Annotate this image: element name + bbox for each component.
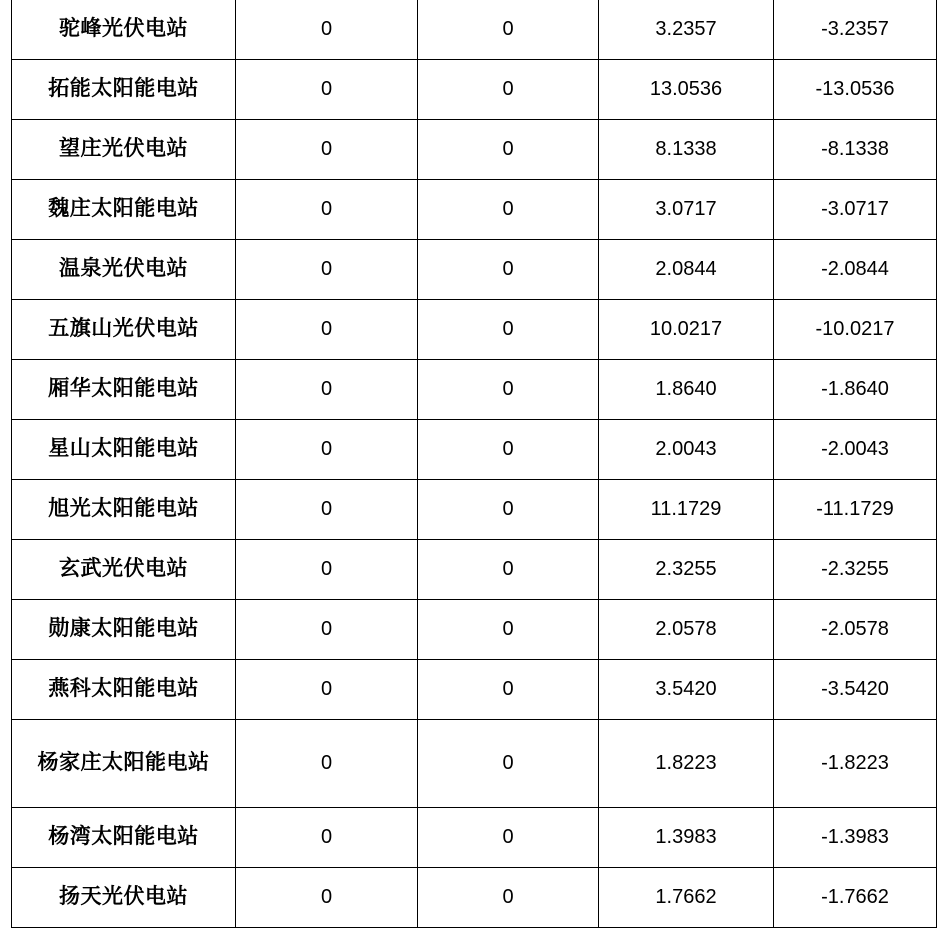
station-name-cell: 望庄光伏电站	[12, 120, 236, 180]
value3-cell: 8.1338	[599, 120, 774, 180]
value2-cell: 0	[418, 120, 599, 180]
value4-cell: -1.7662	[774, 868, 937, 928]
value3-cell: 3.2357	[599, 0, 774, 60]
table-row	[12, 180, 937, 240]
value4-cell: -2.0844	[774, 240, 937, 300]
station-name-cell: 五旗山光伏电站	[12, 300, 236, 360]
value2-cell: 0	[418, 808, 599, 868]
value1-cell: 0	[236, 0, 418, 60]
value2-cell: 0	[418, 180, 599, 240]
value3-cell: 1.7662	[599, 868, 774, 928]
table-row	[12, 120, 937, 180]
value3-cell: 1.8223	[599, 720, 774, 808]
value2-cell: 0	[418, 600, 599, 660]
table-row	[12, 0, 937, 60]
table-row	[12, 720, 937, 808]
table-row	[12, 300, 937, 360]
value4-cell: -2.0578	[774, 600, 937, 660]
value1-cell: 0	[236, 420, 418, 480]
table-row	[12, 868, 937, 928]
value2-cell: 0	[418, 240, 599, 300]
station-name-cell: 勋康太阳能电站	[12, 600, 236, 660]
station-name-cell: 杨湾太阳能电站	[12, 808, 236, 868]
value4-cell: -3.0717	[774, 180, 937, 240]
value2-cell: 0	[418, 868, 599, 928]
value3-cell: 2.0844	[599, 240, 774, 300]
station-name-cell: 驼峰光伏电站	[12, 0, 236, 60]
value4-cell: -2.3255	[774, 540, 937, 600]
station-name-cell: 旭光太阳能电站	[12, 480, 236, 540]
value4-cell: -8.1338	[774, 120, 937, 180]
value3-cell: 1.3983	[599, 808, 774, 868]
value2-cell: 0	[418, 720, 599, 808]
value1-cell: 0	[236, 180, 418, 240]
table-row	[12, 480, 937, 540]
station-name-cell: 厢华太阳能电站	[12, 360, 236, 420]
value1-cell: 0	[236, 600, 418, 660]
station-name-cell: 杨家庄太阳能电站	[12, 720, 236, 808]
value3-cell: 3.0717	[599, 180, 774, 240]
value3-cell: 3.5420	[599, 660, 774, 720]
value2-cell: 0	[418, 540, 599, 600]
value3-cell: 10.0217	[599, 300, 774, 360]
value1-cell: 0	[236, 240, 418, 300]
value4-cell: -1.3983	[774, 808, 937, 868]
station-name-cell: 魏庄太阳能电站	[12, 180, 236, 240]
table-row	[12, 600, 937, 660]
value3-cell: 2.3255	[599, 540, 774, 600]
value1-cell: 0	[236, 300, 418, 360]
table-row	[12, 60, 937, 120]
table-row	[12, 420, 937, 480]
power-station-table	[11, 0, 937, 928]
value3-cell: 2.0578	[599, 600, 774, 660]
value2-cell: 0	[418, 300, 599, 360]
station-name-cell: 拓能太阳能电站	[12, 60, 236, 120]
value4-cell: -1.8640	[774, 360, 937, 420]
table-row	[12, 660, 937, 720]
table-row	[12, 808, 937, 868]
station-name-cell: 玄武光伏电站	[12, 540, 236, 600]
table-body	[12, 0, 937, 928]
value3-cell: 2.0043	[599, 420, 774, 480]
table-row	[12, 240, 937, 300]
value2-cell: 0	[418, 660, 599, 720]
table-row	[12, 360, 937, 420]
station-name-cell: 燕科太阳能电站	[12, 660, 236, 720]
value4-cell: -1.8223	[774, 720, 937, 808]
value1-cell: 0	[236, 808, 418, 868]
value3-cell: 13.0536	[599, 60, 774, 120]
value1-cell: 0	[236, 360, 418, 420]
value2-cell: 0	[418, 480, 599, 540]
value4-cell: -3.5420	[774, 660, 937, 720]
station-name-cell: 星山太阳能电站	[12, 420, 236, 480]
value4-cell: -10.0217	[774, 300, 937, 360]
value1-cell: 0	[236, 120, 418, 180]
value2-cell: 0	[418, 360, 599, 420]
value1-cell: 0	[236, 540, 418, 600]
value4-cell: -2.0043	[774, 420, 937, 480]
value2-cell: 0	[418, 420, 599, 480]
value4-cell: -3.2357	[774, 0, 937, 60]
value3-cell: 1.8640	[599, 360, 774, 420]
value1-cell: 0	[236, 660, 418, 720]
value2-cell: 0	[418, 60, 599, 120]
value3-cell: 11.1729	[599, 480, 774, 540]
station-name-cell: 温泉光伏电站	[12, 240, 236, 300]
value1-cell: 0	[236, 480, 418, 540]
value4-cell: -11.1729	[774, 480, 937, 540]
station-name-cell: 扬天光伏电站	[12, 868, 236, 928]
value4-cell: -13.0536	[774, 60, 937, 120]
value1-cell: 0	[236, 868, 418, 928]
value1-cell: 0	[236, 60, 418, 120]
value1-cell: 0	[236, 720, 418, 808]
table-row	[12, 540, 937, 600]
value2-cell: 0	[418, 0, 599, 60]
